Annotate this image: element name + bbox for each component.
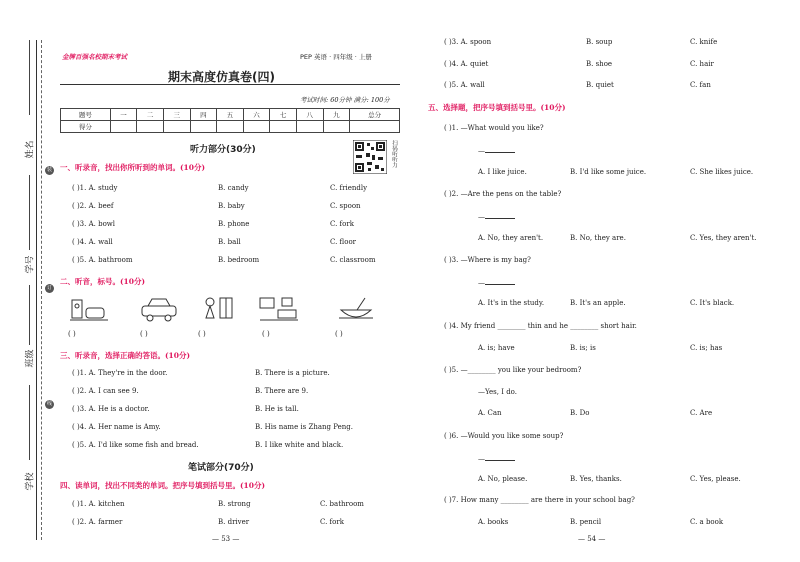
score-cell: 六 (243, 109, 270, 121)
option-c: C. It's black. (690, 299, 735, 307)
binding-rule (29, 40, 30, 115)
score-cell: 二 (137, 109, 164, 121)
question-text: ( )4. My friend ________ thin and he ________ short hair. (444, 322, 637, 330)
score-blank[interactable] (243, 121, 270, 133)
option-c: C. Yes, please. (690, 475, 741, 483)
score-cell: 三 (163, 109, 190, 121)
bowl-picture (335, 294, 377, 324)
option-c: C. She likes juice. (690, 168, 754, 176)
bathroom-picture (68, 294, 110, 324)
section-3-title: 三、听录音，选择正确的答语。(10分) (60, 351, 191, 360)
score-cell: 一 (110, 109, 137, 121)
score-blank[interactable] (137, 121, 164, 133)
section-1-title: 一、听录音，找出你所听到的单词。(10分) (60, 163, 206, 172)
option-a: A. books (478, 518, 509, 526)
dash: — (478, 213, 485, 221)
score-blank[interactable] (110, 121, 137, 133)
option-c: C. hair (690, 60, 714, 68)
binding-dot-ding: 订 (46, 285, 52, 291)
page-number-left: — 53 — (212, 535, 240, 543)
score-blank[interactable] (296, 121, 323, 133)
option-b: B. There is a picture. (255, 369, 330, 377)
option-c: C. fan (690, 81, 711, 89)
answer-bracket[interactable]: ( ) (140, 330, 148, 338)
score-cell: 总分 (350, 109, 400, 121)
title-rule (60, 84, 400, 85)
option-c: C. bathroom (320, 500, 364, 508)
option-a: A. I like juice. (478, 168, 527, 176)
score-cell: 题号 (61, 109, 111, 121)
option-a: A. is; have (478, 344, 515, 352)
option-b: B. bedroom (218, 256, 260, 264)
question-text: ( )3. A. He is a doctor. (72, 405, 150, 413)
subject-label: PEP 英语 · 四年级 · 上册 (300, 53, 372, 61)
option-c: C. fork (320, 518, 344, 526)
section-2-title: 二、听音，标号。(10分) (60, 277, 146, 286)
score-table-row (61, 121, 400, 133)
question-text: ( )2. A. beef (72, 202, 114, 210)
option-b: B. baby (218, 202, 245, 210)
option-b: B. driver (218, 518, 250, 526)
option-b: B. shoe (586, 60, 613, 68)
question-text: ( )5. A. wall (444, 81, 485, 89)
answer-line[interactable] (478, 278, 515, 287)
binding-rule (29, 285, 30, 345)
option-b: B. is; is (570, 344, 596, 352)
listening-section-title: 听力部分(30分) (190, 145, 256, 155)
dialog-reply: —Yes, I do. (478, 388, 517, 396)
question-text: ( )1. A. study (72, 184, 118, 192)
car-picture (138, 294, 180, 324)
option-c: C. friendly (330, 184, 368, 192)
exam-info: 考试时间: 60分钟 满分: 100分 (300, 96, 390, 104)
section-5-title: 五、选择题，把序号填到括号里。(10分) (428, 103, 566, 112)
question-text: ( )6. —Would you like some soup? (444, 432, 564, 440)
question-text: ( )3. A. bowl (72, 220, 116, 228)
score-cell: 四 (190, 109, 217, 121)
option-b: B. quiet (586, 81, 614, 89)
option-c: C. Yes, they aren't. (690, 234, 757, 242)
option-b: B. soup (586, 38, 613, 46)
score-cell: 七 (270, 109, 297, 121)
score-blank[interactable] (270, 121, 297, 133)
question-text: ( )5. —________ you like your bedroom? (444, 366, 582, 374)
page-number-right: — 54 — (578, 535, 606, 543)
option-a: A. Can (478, 409, 502, 417)
option-c: C. floor (330, 238, 357, 246)
option-c: C. is; has (690, 344, 723, 352)
binding-rule (29, 175, 30, 250)
dash: — (478, 279, 485, 287)
answer-line[interactable] (478, 212, 515, 221)
option-b: B. Yes, thanks. (570, 475, 622, 483)
writing-section-title: 笔试部分(70分) (188, 463, 254, 473)
girl-picture (196, 294, 238, 324)
option-b: B. He is tall. (255, 405, 299, 413)
option-b: B. ball (218, 238, 241, 246)
question-text: ( )1. A. They're in the door. (72, 369, 168, 377)
dash: — (478, 147, 485, 155)
question-text: ( )2. —Are the pens on the table? (444, 190, 562, 198)
binding-dot-xian: 线 (46, 401, 52, 407)
score-cell: 得分 (61, 121, 111, 133)
option-c: C. a book (690, 518, 724, 526)
option-b: B. There are 9. (255, 387, 309, 395)
option-a: A. No, please. (478, 475, 528, 483)
question-text: ( )4. A. wall (72, 238, 113, 246)
qr-code[interactable] (353, 140, 387, 174)
question-text: ( )5. A. bathroom (72, 256, 133, 264)
answer-bracket[interactable]: ( ) (198, 330, 206, 338)
answer-line[interactable] (478, 146, 515, 155)
option-b: B. strong (218, 500, 251, 508)
score-blank[interactable] (163, 121, 190, 133)
option-b: B. candy (218, 184, 249, 192)
score-cell: 八 (296, 109, 323, 121)
question-text: ( )3. —Where is my bag? (444, 256, 531, 264)
score-blank[interactable] (217, 121, 244, 133)
answer-bracket[interactable]: ( ) (335, 330, 343, 338)
binding-name-label: 姓名 (25, 140, 36, 159)
dash: — (478, 455, 485, 463)
answer-line[interactable] (478, 454, 515, 463)
option-c: C. classroom (330, 256, 376, 264)
option-b: B. I like white and black. (255, 441, 344, 449)
binding-school-label: 学校 (25, 472, 36, 491)
option-b: B. phone (218, 220, 250, 228)
option-b: B. No, they are. (570, 234, 626, 242)
score-blank[interactable] (323, 121, 350, 133)
answer-bracket[interactable]: ( ) (262, 330, 270, 338)
question-text: ( )4. A. quiet (444, 60, 489, 68)
option-b: B. His name is Zhang Peng. (255, 423, 354, 431)
score-blank[interactable] (190, 121, 217, 133)
option-b: B. pencil (570, 518, 602, 526)
option-b: B. I'd like some juice. (570, 168, 647, 176)
option-c: C. knife (690, 38, 718, 46)
qr-caption: 扫码听听力 (391, 140, 397, 168)
score-cell: 五 (217, 109, 244, 121)
binding-class-label: 班级 (25, 349, 36, 368)
option-b: B. It's an apple. (570, 299, 626, 307)
score-table (60, 108, 400, 133)
question-text: ( )2. A. farmer (72, 518, 123, 526)
living-room-picture (258, 294, 300, 324)
option-c: C. spoon (330, 202, 361, 210)
page-title: 期末高度仿真卷(四) (168, 70, 275, 84)
binding-dot-zhuang: 装 (46, 167, 52, 173)
question-text: ( )7. How many ________ are there in your school bag? (444, 496, 635, 504)
option-a: A. No, they aren't. (478, 234, 544, 242)
score-cell: 九 (323, 109, 350, 121)
question-text: ( )4. A. Her name is Amy. (72, 423, 161, 431)
binding-cut-line (41, 40, 42, 540)
section-4-title: 四、读单词，找出不同类的单词。把序号填到括号里。(10分) (60, 481, 266, 490)
answer-bracket[interactable]: ( ) (68, 330, 76, 338)
question-text: ( )1. —What would you like? (444, 124, 544, 132)
binding-id-label: 学号 (25, 255, 36, 274)
series-label: 金牌百强名校期末考试 (62, 53, 127, 61)
option-a: A. It's in the study. (478, 299, 545, 307)
question-text: ( )1. A. kitchen (72, 500, 125, 508)
score-blank[interactable] (350, 121, 400, 133)
option-b: B. Do (570, 409, 590, 417)
question-text: ( )5. A. I'd like some fish and bread. (72, 441, 199, 449)
binding-rule (29, 385, 30, 460)
option-c: C. fork (330, 220, 354, 228)
question-text: ( )2. A. I can see 9. (72, 387, 139, 395)
option-c: C. Are (690, 409, 713, 417)
question-text: ( )3. A. spoon (444, 38, 492, 46)
score-table-row (61, 109, 400, 121)
binding-border (36, 40, 37, 540)
